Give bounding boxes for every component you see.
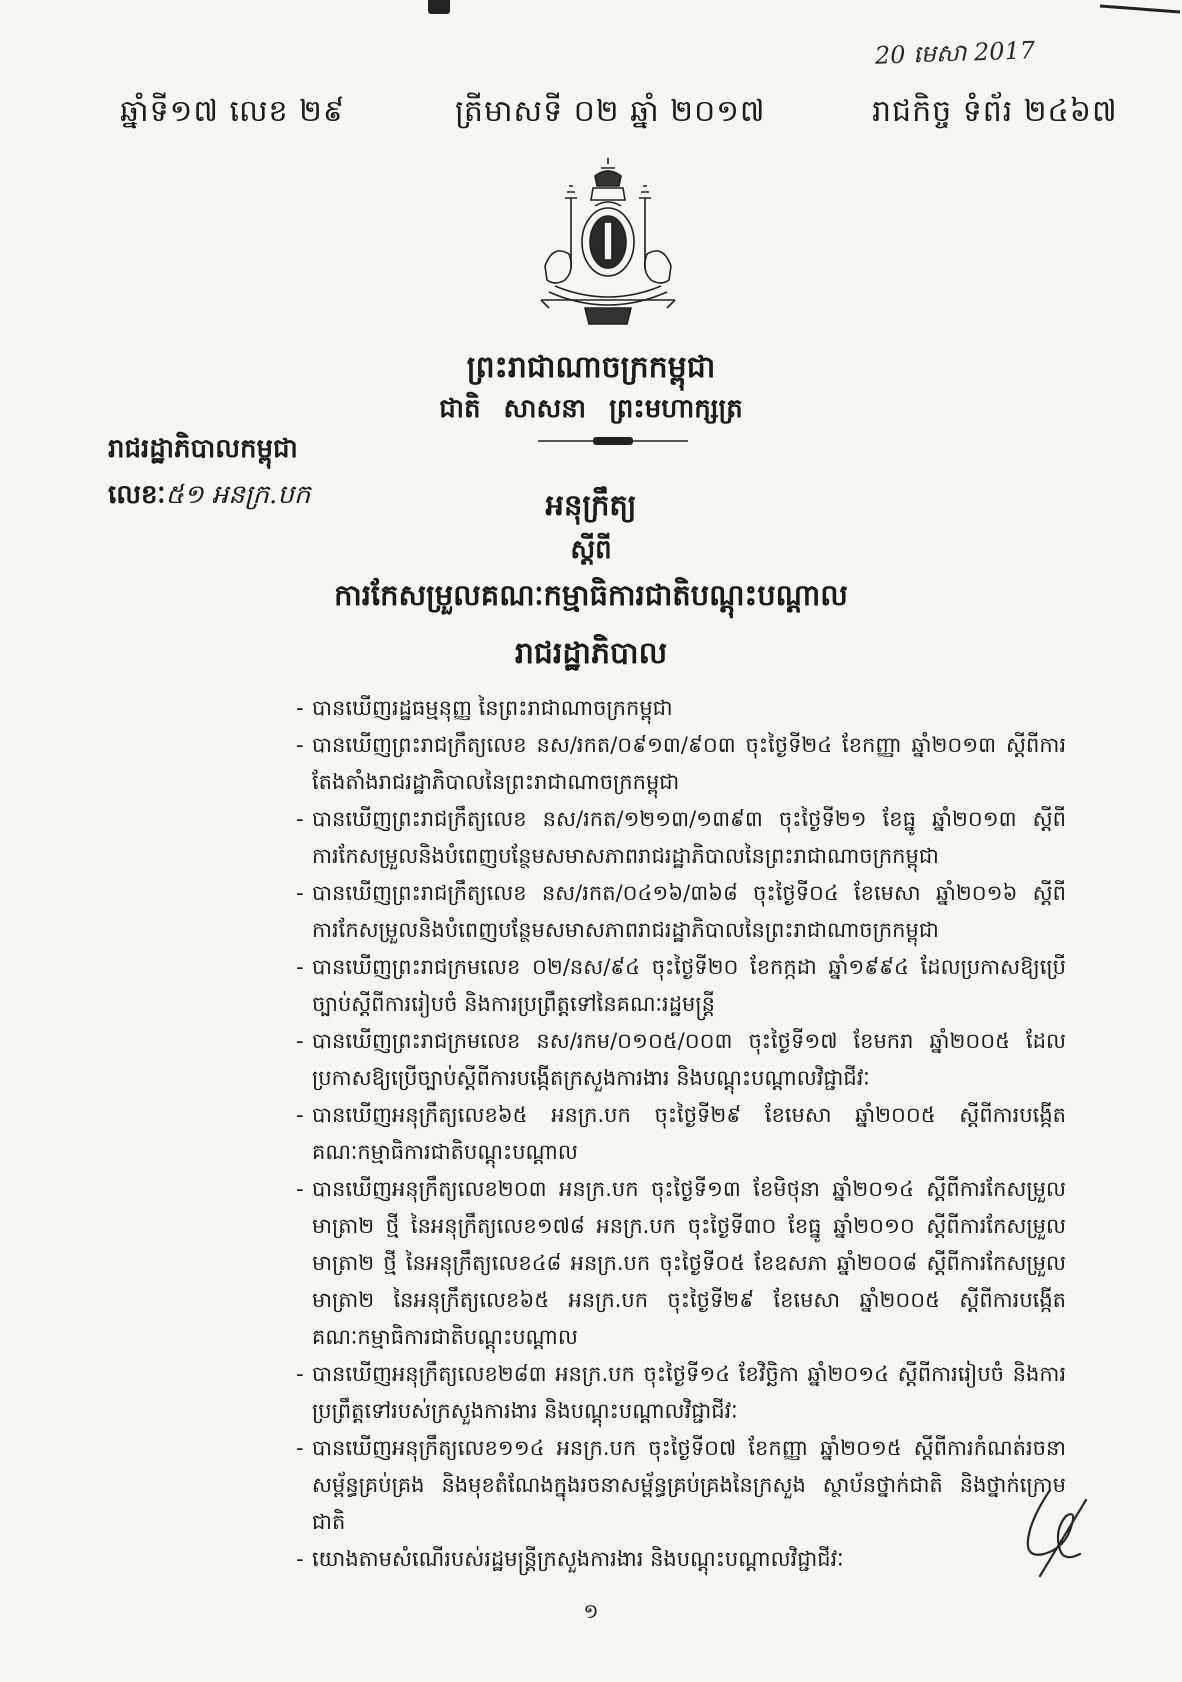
document-about: ស្ដីពី <box>570 535 612 565</box>
kingdom-title: ព្រះរាជាណាចក្រកម្ពុជា <box>466 350 716 385</box>
preamble-item: - បានឃើញរដ្ឋធម្មនុញ្ញ នៃព្រះរាជាណាចក្រកម្ពុជា <box>296 696 673 720</box>
corner-mark <box>1092 0 1182 40</box>
preamble-item: - បានឃើញព្រះរាជក្រឹត្យលេខ នស/រកត/១២១៣/១៣៩៣ ចុះថ្ងៃទី២១ ខែធ្នូ ឆ្នាំ២០១៣ ស្ដីពីការកែសម្រួលនិងបំពេញបន្ថែមសមាសភាពរាជរដ្ឋាភិបាលនៃព្រះរាជាណាចក្រកម្ពុជា <box>296 807 1066 868</box>
government-heading: រាជរដ្ឋាភិបាលកម្ពុជា <box>108 434 298 464</box>
page-number: ១ <box>583 1599 599 1623</box>
preamble-item: - បានឃើញព្រះរាជក្រមលេខ នស/រកម/០១០៥/០០៣ ចុះថ្ងៃទី១៧ ខែមករា ឆ្នាំ២០០៥ ដែលប្រកាសឱ្យប្រើច្បាប់ស្ដីពីការបង្កើតក្រសួងការងារ និងបណ្ដុះបណ្ដាលវិជ្ជាជីវៈ <box>296 1029 1066 1090</box>
preamble-item: - បានឃើញអនុក្រឹត្យលេខ៦៥ អនក្រ.បក ចុះថ្ងៃទី២៩ ខែមេសា ឆ្នាំ២០០៥ ស្ដីពីការបង្កើតគណៈកម្មាធិការជាតិបណ្ដុះបណ្ដាល <box>296 1103 1066 1164</box>
document-type: អនុក្រឹត្យ <box>545 488 637 522</box>
ornamental-divider <box>538 436 688 446</box>
preamble-item: - បានឃើញព្រះរាជក្រឹត្យលេខ នស/រកត/០៩១៣/៩០៣ ចុះថ្ងៃទី២៤ ខែកញ្ញា ឆ្នាំ២០១៣ ស្ដីពីការតែងតាំងរាជរដ្ឋាភិបាលនៃព្រះរាជាណាចក្រកម្ពុជា <box>296 733 1066 794</box>
initials-signature <box>1010 1480 1110 1590</box>
preamble-item: - បានឃើញព្រះរាជក្រមលេខ ០២/នស/៩៤ ចុះថ្ងៃទី២០ ខែកក្កដា ឆ្នាំ១៩៩៤ ដែលប្រកាសឱ្យប្រើច្បាប់ស្ដីពីការរៀបចំ និងការប្រព្រឹត្តទៅនៃគណៈរដ្ឋមន្ត្រី <box>296 955 1066 1016</box>
preamble-item: - យោងតាមសំណើរបស់រដ្ឋមន្ត្រីក្រសួងការងារ និងបណ្ដុះបណ្ដាលវិជ្ជាជីវៈ <box>296 1547 844 1571</box>
preamble-item: - បានឃើញអនុក្រឹត្យលេខ២៨៣ អនក្រ.បក ចុះថ្ងៃទី១៤ ខែវិច្ឆិកា ឆ្នាំ២០១៤ ស្ដីពីការរៀបចំ និងការប្រព្រឹត្តទៅរបស់ក្រសួងការងារ និងបណ្ដុះបណ្ដាលវិជ្ជាជីវៈ <box>296 1362 1066 1423</box>
handwritten-date: 20 មេសា 2017 <box>874 36 1036 70</box>
gazette-page: រាជកិច្ច ទំព័រ ២៤៦៧ <box>872 94 1118 129</box>
preamble-item: - បានឃើញអនុក្រឹត្យលេខ១១៤ អនក្រ.បក ចុះថ្ងៃទី០៧ ខែកញ្ញា ឆ្នាំ២០១៥ ស្ដីពីការកំណត់រចនាសម្ព័ន្ធគ្រប់គ្រង និងមុខតំណែងក្នុងរចនាសម្ព័ន្ធគ្រប់គ្រងនៃក្រសួង ស្ថាប័នថ្នាក់ជាតិ និងថ្នាក់ក្រោមជាតិ <box>296 1436 1066 1534</box>
reference-label: លេខៈ <box>108 480 166 510</box>
royal-emblem-icon <box>535 158 681 330</box>
issuing-authority: រាជរដ្ឋាភិបាល <box>514 636 668 671</box>
document-subject: ការកែសម្រួលគណៈកម្មាធិការជាតិបណ្ដុះបណ្ដាល <box>334 578 848 612</box>
gazette-quarter: ត្រីមាសទី ០២ ឆ្នាំ ២០១៧ <box>455 94 766 129</box>
national-motto: ជាតិ សាសនា ព្រះមហាក្សត្រ <box>439 394 743 424</box>
reference-handwritten: ៥១ អនក្រ.បក <box>165 480 311 510</box>
preamble-item: - បានឃើញព្រះរាជក្រឹត្យលេខ នស/រកត/០៤១៦/៣៦៨ ចុះថ្ងៃទី០៤ ខែមេសា ឆ្នាំ២០១៦ ស្ដីពីការកែសម្រួលនិងបំពេញបន្ថែមសមាសភាពរាជរដ្ឋាភិបាលនៃព្រះរាជាណាចក្រកម្ពុជា <box>296 881 1066 942</box>
preamble-list <box>296 690 1066 1578</box>
scan-mark <box>428 0 450 14</box>
preamble-item: - បានឃើញអនុក្រឹត្យលេខ២០៣ អនក្រ.បក ចុះថ្ងៃទី១៣ ខែមិថុនា ឆ្នាំ២០១៤ ស្ដីពីការកែសម្រួលមាត្រា២ ថ្មី នៃអនុក្រឹត្យលេខ១៧៨ អនក្រ.បក ចុះថ្ងៃទី៣០ ខែធ្នូ ឆ្នាំ២០១០ ស្ដីពីការកែសម្រួលមាត្រា២ ថ្មី នៃអនុក្រឹត្យលេខ៤៨ អនក្រ.បក ចុះថ្ងៃទី០៥ ខែឧសភា ឆ្នាំ២០០៨ ស្ដីពីការកែសម្រួលមាត្រា២ នៃអនុក្រឹត្យលេខ៦៥ អនក្រ.បក ចុះថ្ងៃទី២៩ ខែមេសា ឆ្នាំ២០០៥ ស្ដីពីការបង្កើតគណៈកម្មាធិការជាតិបណ្ដុះបណ្ដាល <box>296 1177 1066 1349</box>
gazette-year-issue: ឆ្នាំទី១៧ លេខ ២៩ <box>120 94 346 129</box>
